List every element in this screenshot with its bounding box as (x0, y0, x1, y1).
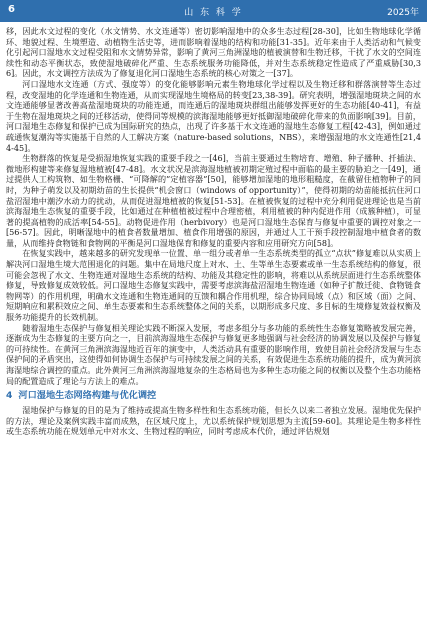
paragraph-hydrology-intro: 移，因此水文过程的变化（水文情势、水文连通等）密切影响湿地中的众多生态过程[28-30]，比如生物地球化学循环、地貌过程、生境塑造、动植物生活史等，进而影响着湿地的结构和功能[31-35]。近年来由于人类活动和气候变化引起河口湿地水文过程受阻和水文情势异常，影响了黄河三角洲湿地的植被演替和生物迁移，干扰了水文的空间连续性和动态平衡状态，致使湿地破碎化严重、生态系统服务功能降低，并对生态系统稳定性造成了严重威胁[30,36]。因此，水文调控方法成为了修复退化河口湿地生态系统的核心对策之一[37]。 (6, 26, 421, 79)
journal-title: 山 东 科 学 (184, 8, 243, 18)
paragraph-community-restoration: 生物群落的恢复是受损湿地恢复实践的重要手段之一[46]，当前主要通过生物培育、增殖、种子播种、扦插法、微地形构建等来修复湿地植被[47-48]。水文状况是滨海湿地植被初期定殖过程中面临的最主要的胁迫之一[49]，通过提供人工构筑物、如生物格栅、“可降解的”定植容器”[50]，能够增加湿地的地形粗糙度，在截留住植物种子的同时，为种子萌发以及初期幼苗的生长提供“机会窗口（windows of opportunity）”，使得初期的幼苗能抵抗住河口盐沼湿地中潮汐水动力的扰动，从而促进湿地植被的恢复[51-53]。在植被恢复的过程中充分利用促进理论也是当前滨海湿地生态恢复的重要手段，比如通过在种植植被过程中合理密植，利用植被的种内促进作用（成簇种植），可显著的提高植物的成活率[54-55]。动物促进作用（herbivory）也是河口湿地生态保育与修复中重要的调控对象之一[56-57]。因此，明晰湿地中的植食者数量增加、植食作用增强的原因，并通过人工干预手段控制湿地中植食者的数量，从而维持食物链和食物网的平衡是河口湿地保育和修复的重要内容和应用研究方向[58]。 (6, 153, 421, 248)
page-header (0, 0, 427, 22)
paragraph-systematic-restoration: 随着湿地生态保护与修复相关理论实践不断深入发展，考虑多组分与多功能的系统性生态修复策略被发展完善，逐渐成为生态修复的主要方向之一，目前滨海湿地生态保护与修复更多地强调与社会经济的协调发展以及保护与修复的可持续性。在黄河三角洲滨海湿地近百年的演变中，人类活动具有重要的影响作用，致使目前社会经济发展与生态保护间的矛盾突出，这使得如何协调生态保护与可持续发展之间的关系，有效促进生态系统功能的提升，成为黄河滨海湿地综合调控的重点。此外黄河三角洲滨海湿地复杂的生态格局也为多种生态功能之间的权衡以及整个生态功能格局的配置造成了理论与方法上的难点。 (6, 322, 421, 386)
section-number: 4 (6, 390, 13, 402)
publication-year: 2025年 (387, 8, 419, 18)
page-number: 6 (8, 4, 15, 15)
paragraph-hydrologic-connectivity: 河口湿地水文连通（方式、强度等）的变化能够影响元素生物地球化学过程以及生物迁移和群落演替等生态过程，改变湿地的化学连通和生物连通，从而实现湿地生境格局的转变[23,38-39]。研究表明，增强湿地斑块之间的水文连通能够显著改善高盐湿地斑块的功能连通，而连通后的湿地斑块群组出能够发挥更好的生态功能[40-41]，有益于生物在湿地斑块之间的迁移活动，使得同等规模的滨海湿地能够更好抵御湿地破碎化带来的负面影响[39]。目前，河口湿地生态修复和保护已成为国际研究的热点，出现了许多基于水文连通的湿地生态修复工程[42-43]，例如通过疏通恢复潮沟等实施基于自然的人工解决方案（nature-based solutions，NBS），来增强湿地的水文连通性[21,44-45]。 (6, 78, 421, 153)
section-heading (6, 390, 421, 402)
article-body (6, 26, 421, 634)
paragraph-protection-restoration: 湿地保护与修复的目的是为了维持或提高生物多样性和生态系统功能，但长久以来二者独立发展。湿地优先保护的方法，理论及案例实践丰富而成熟，在区域尺度上，尤以系统保护规划思想为主流[59-60]。其理论是生物多样性或生态系统功能在规划单元中对水文、生物过程的响应，同时考虑成本代价，通过评估规划 (6, 405, 421, 437)
section-title: 河口湿地生态网络构建与优化调控 (18, 390, 157, 402)
paragraph-restoration-practice: 在恢复实践中，越来越多的研究发现单一位置、单一组分或者单一生态系统类型的孤立“点状”修复难以从实质上解决河口湿地生境大范围退化的问题。集中在局地尺度上对水、土、生等单生态要素或单一生态系统结构的修复，很可能会忽视了水文、生物连通对湿地生态系统的结构、功能及其稳定性的影响，将难以从系统层面进行生态系统整体修复，导致修复成效较低。河口湿地生态修复实践中，需要考虑滨海盐沼湿地生物连通（如种子扩散迁徙、食物链食物网等）的作用机理，明确水文连通和生物连通间的互馈和耦合作用机理，综合协同局域（点）和区域（面）之间、短期响应和累积效应之间、单生态要素和生态系统整体之间的关系，以期形成多尺度、多目标的生境修复效益权衡及服务功能提升的长效机制。 (6, 248, 421, 323)
